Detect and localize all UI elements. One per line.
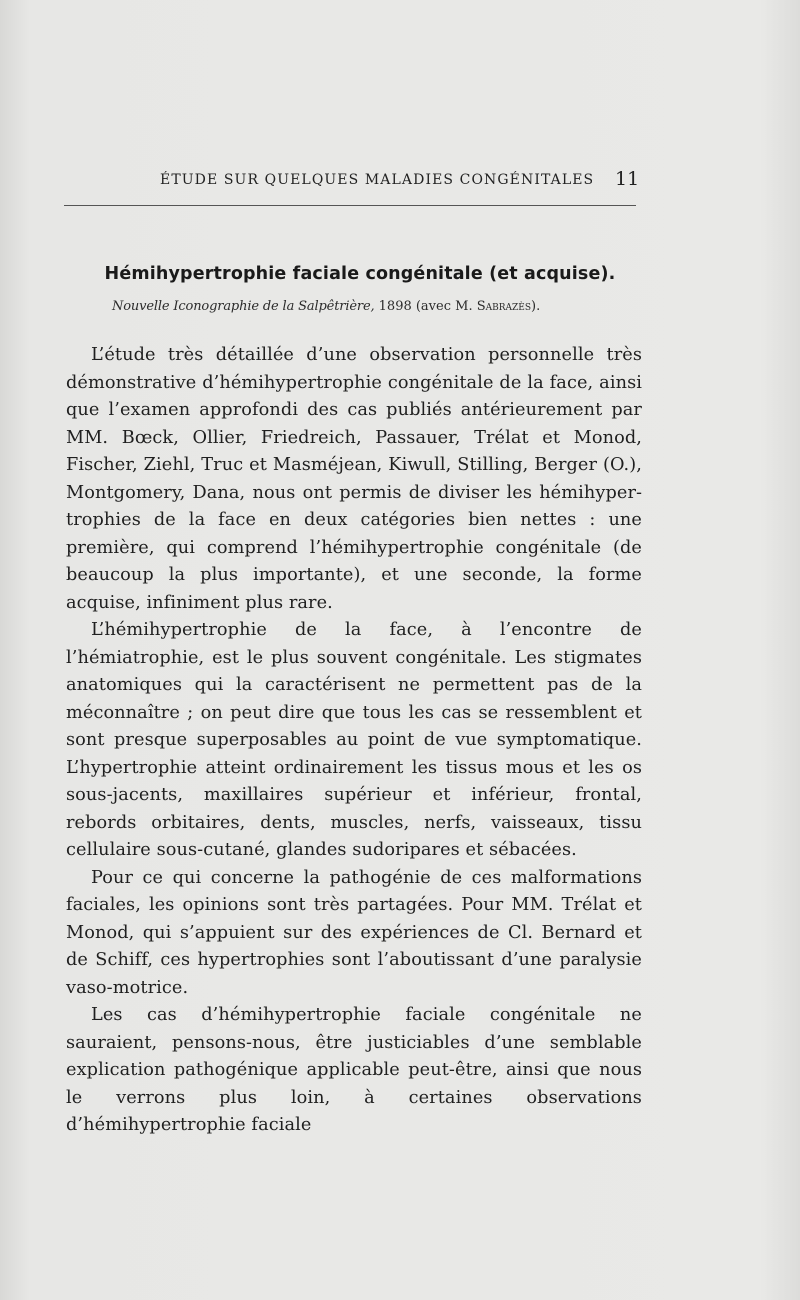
body-text <box>66 342 642 1140</box>
citation-tail: ). <box>531 299 541 314</box>
paragraph-2: L’hémihypertrophie de la face, à l’encontre de l’hémiatrophie, est le plus souvent congénitale. Les stigmates anatomiques qui la caractérisent ne permettent pas de la méconnaître ; on peut dire que tous les cas se ressemblent et sont presque superposables au point de vue symptomatique. L’hypertrophie atteint ordinairement les tissus mous et les os sous-jacents, maxillaires supérieur et inférieur, frontal, rebords orbitaires, dents, muscles, nerfs, vaisseaux, tissu cellulaire sous-cutané, glandes sudoripares et sébacées. <box>66 620 642 860</box>
citation-coauthor: Sabrazès <box>476 299 532 314</box>
paragraph-4: Les cas d’hémihypertrophie faciale congénitale ne sauraient, pensons-nous, être justiciables d’une semblable explication pathogénique applicable peut-être, ainsi que nous le verrons plus loin, à certaines observations d’hémihypertrophie faciale <box>66 1005 642 1135</box>
section-title: Hémihypertrophie faciale congénitale (et acquise). <box>104 264 616 284</box>
header-rule <box>64 205 636 206</box>
citation-details: 1898 (avec M. <box>374 299 477 314</box>
page-number: 11 <box>615 168 640 190</box>
running-head: ÉTUDE SUR QUELQUES MALADIES CONGÉNITALES <box>160 172 595 188</box>
citation-publication: Nouvelle Iconographie de la Salpêtrière, <box>112 299 375 314</box>
paragraph-1: L’étude très détaillée d’une observation personnelle très démonstrative d’hémihypertrophie congénitale de la face, ainsi que l’examen approfondi des cas publiés antérieurement par MM. Bœck, Ollier, Friedreich, Passauer, Trélat et Monod, Fischer, Ziehl, Truc et Masméjean, Kiwull, Stilling, Berger (O.), Montgomery, Dana, nous ont permis de diviser les hémihypertrophies de la face en deux catégories bien nettes : une première, qui comprend l’hémihypertrophie congénitale (de beaucoup la plus importante), et une seconde, la forme acquise, infiniment plus rare. <box>66 345 642 613</box>
paragraph-3: Pour ce qui concerne la pathogénie de ces malformations faciales, les opinions sont très partagées. Pour MM. Trélat et Monod, qui s’appuient sur des expériences de Cl. Bernard et de Schiff, ces hypertrophies sont l’aboutissant d’une paralysie vaso-motrice. <box>66 867 642 998</box>
citation <box>112 299 540 314</box>
